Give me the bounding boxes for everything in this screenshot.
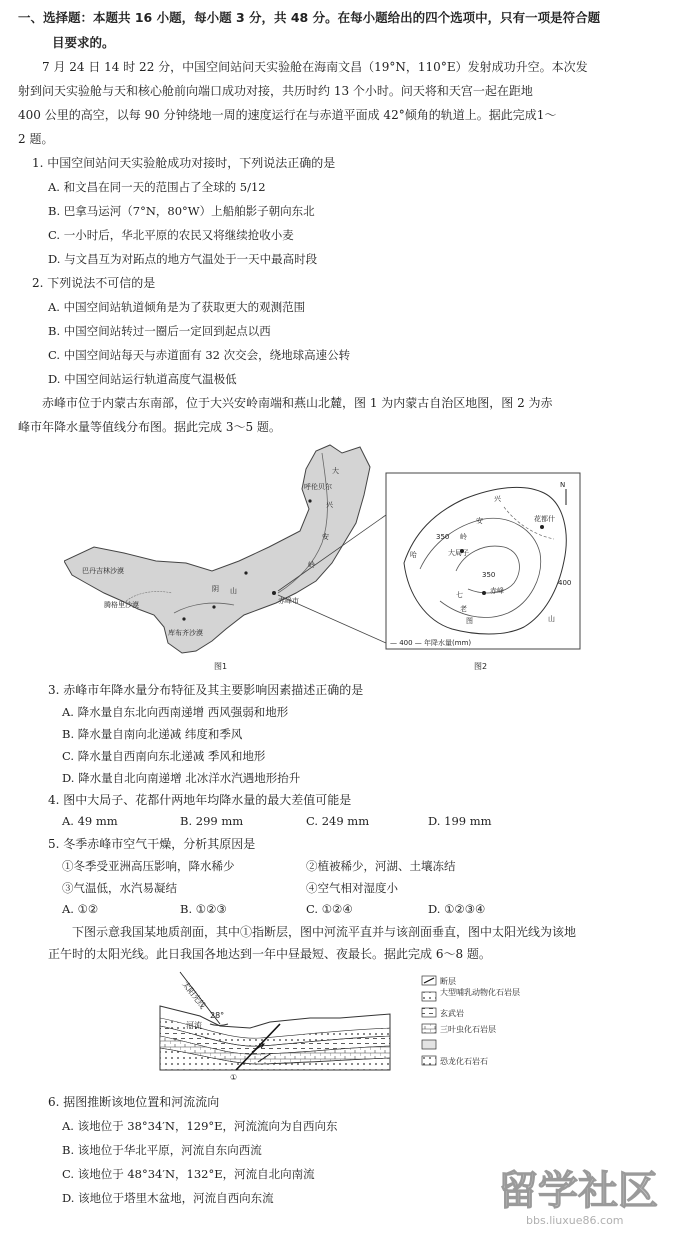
- q6-option-a: A. 该地位于 38°34′N，129°E，河流流向为自西向东: [62, 1119, 338, 1133]
- q3-stem: 3. 赤峰市年降水量分布特征及其主要影响因素描述正确的是: [48, 683, 364, 697]
- q2-option-a: A. 中国空间站轨道倾角是为了获取更大的观测范围: [48, 300, 306, 314]
- cross-section: [160, 972, 390, 1082]
- map2-label-xing: 兴: [494, 495, 501, 503]
- map2-label-an: 安: [476, 517, 483, 525]
- map-figure-svg: [64, 443, 584, 675]
- geology-legend: [422, 976, 520, 1066]
- map2-label-huadushi: 花都什: [534, 515, 555, 523]
- q4-stem: 4. 图中大局子、花都什两地年均降水量的最大差值可能是: [48, 793, 352, 807]
- figure1-caption: 图1: [214, 662, 228, 671]
- map1-label-ling: 岭: [308, 561, 315, 569]
- inner-mongolia-map: [64, 445, 370, 653]
- map2-label-ha: 哈: [410, 551, 417, 559]
- geology-figure: [140, 966, 536, 1086]
- q2-option-d: D. 中国空间站运行轨道高度气温极低: [48, 372, 237, 386]
- q4-option-d: D. 199 mm: [428, 814, 492, 828]
- map2-label-400: 400: [558, 579, 572, 587]
- q5-option-a: A. ①②: [62, 902, 99, 916]
- legend-basalt: 玄武岩: [440, 1009, 464, 1018]
- map1-label-hulunbeier: 呼伦贝尔: [304, 483, 332, 491]
- q6-option-c: C. 该地位于 48°34′N，132°E，河流自北向南流: [62, 1167, 315, 1181]
- map2-label-shan: 山: [548, 615, 555, 623]
- q5-statement-3: ③气温低，水汽易凝结: [62, 881, 177, 895]
- watermark-url: bbs.liuxue86.com: [526, 1214, 624, 1227]
- watermark-main-text: 留学社区: [498, 1168, 658, 1214]
- intro2-line1: 赤峰市位于内蒙古东南部，位于大兴安岭南端和燕山北麓，图 1 为内蒙古自治区地图，图 2 为赤: [42, 396, 553, 410]
- intro3-line1: 下图示意我国某地质剖面，其中①指断层，图中河流平直并与该剖面垂直，图中太阳光线为该地: [72, 925, 577, 939]
- legend-trilobite: 三叶虫化石岩层: [440, 1025, 496, 1034]
- q1-stem: 1. 中国空间站问天实验舱成功对接时，下列说法正确的是: [32, 156, 336, 170]
- legend-mammal-fossil: 大型哺乳动物化石岩层: [440, 988, 520, 997]
- q1-option-b: B. 巴拿马运河（7°N，80°W）上船舶影子朝向东北: [48, 204, 315, 218]
- fault-label: ①: [230, 1073, 238, 1082]
- q3-option-c: C. 降水量自西南向东北递减 季风和地形: [62, 749, 266, 763]
- q2-stem: 2. 下列说法不可信的是: [32, 276, 156, 290]
- map2-label-350b: 350: [482, 571, 496, 579]
- section-heading-line1: 一、选择题：本题共 16 小题，每小题 3 分，共 48 分。在每小题给出的四个选项中，只有一项是符合题: [18, 10, 601, 25]
- q1-option-d: D. 与文昌互为对跖点的地方气温处于一天中最高时段: [48, 252, 318, 266]
- river-label: 河流: [186, 1021, 202, 1030]
- map1-label-da: 大: [332, 467, 339, 475]
- intro1-line3: 400 公里的高空，以每 90 分钟绕地一周的速度运行在与赤道平面成 42°倾角的轨道上。据此完成1～: [18, 108, 557, 122]
- q5-option-d: D. ①②③④: [428, 902, 486, 916]
- q2-option-b: B. 中国空间站转过一圈后一定回到起点以西: [48, 324, 271, 338]
- section-heading-line2: 目要求的。: [52, 35, 115, 50]
- map2-label-ling: 岭: [460, 533, 467, 541]
- map2-label-350a: 350: [436, 533, 450, 541]
- q4-option-a: A. 49 mm: [62, 814, 118, 828]
- intro1-line1: 7 月 24 日 14 时 22 分，中国空间站问天实验舱在海南文昌（19°N，110°E）发射成功升空。本次发: [42, 60, 588, 74]
- chifeng-precip-map: [386, 473, 580, 649]
- q4-option-b: B. 299 mm: [180, 814, 244, 828]
- q5-statement-2: ②植被稀少，河湖、土壤冻结: [306, 859, 456, 873]
- map1-label-yin: 阴: [212, 585, 219, 593]
- map1-label-tenggeli: 腾格里沙漠: [104, 601, 139, 609]
- map1-label-kubuqi: 库布齐沙漠: [168, 629, 203, 637]
- angle-label: 28°: [210, 1011, 225, 1020]
- map2-label-chifeng: 赤峰: [490, 587, 504, 595]
- connector-line-bottom: [278, 595, 386, 643]
- q6-option-d: D. 该地位于塔里木盆地，河流自西向东流: [62, 1191, 274, 1205]
- legend-dinosaur-fossil: 恐龙化石岩石: [440, 1057, 488, 1066]
- q3-option-d: D. 降水量自北向南递增 北冰洋水汽遇地形抬升: [62, 771, 301, 785]
- watermark-logo: [496, 1158, 666, 1230]
- q3-option-a: A. 降水量自东北向西南递增 西风强弱和地形: [62, 705, 289, 719]
- map1-label-an: 安: [322, 533, 329, 541]
- map2-label-qi: 七: [456, 591, 463, 599]
- intro1-line2: 射到问天实验舱与天和核心舱前向端口成功对接，共历时约 13 个小时。问天将和天宫一起在距地: [18, 84, 533, 98]
- q5-statement-1: ①冬季受亚洲高压影响，降水稀少: [62, 859, 235, 873]
- q1-option-a: A. 和文昌在同一天的范围占了全球的 5/12: [48, 180, 266, 194]
- q5-statement-4: ④空气相对湿度小: [306, 881, 398, 895]
- site-watermark: [496, 1158, 666, 1230]
- q5-option-c: C. ①②④: [306, 902, 353, 916]
- map-figure: [64, 443, 584, 675]
- map1-label-xing: 兴: [326, 501, 333, 509]
- q2-option-c: C. 中国空间站每天与赤道面有 32 次交会，绕地球高速公转: [48, 348, 351, 362]
- map2-label-lao: 老: [460, 605, 467, 613]
- intro3-line2: 正午时的太阳光线。此日我国各地达到一年中昼最短、夜最长。据此完成 6～8 题。: [48, 947, 491, 961]
- map2-label-dajuzi: 大局子: [448, 549, 469, 557]
- figure2-caption: 图2: [474, 662, 488, 671]
- map2-north: N: [560, 481, 566, 489]
- q4-option-c: C. 249 mm: [306, 814, 370, 828]
- q1-option-c: C. 一小时后，华北平原的农民又将继续抢收小麦: [48, 228, 294, 242]
- map2-legend: — 400 — 年降水量(mm): [390, 639, 472, 647]
- intro1-line4: 2 题。: [18, 132, 54, 146]
- legend-fault: 断层: [440, 977, 456, 986]
- map1-label-badanjilin: 巴丹吉林沙漠: [82, 567, 124, 575]
- q5-option-b: B. ①②③: [180, 902, 227, 916]
- geology-figure-svg: [140, 966, 536, 1086]
- q6-option-b: B. 该地位于华北平原，河流自东向西流: [62, 1143, 262, 1157]
- intro2-line2: 峰市年降水量等值线分布图。据此完成 3～5 题。: [18, 420, 281, 434]
- q5-stem: 5. 冬季赤峰市空气干燥，分析其原因是: [48, 837, 256, 851]
- q6-stem: 6. 据图推断该地位置和河流流向: [48, 1095, 220, 1109]
- sun-ray-label: 太阳光线: [180, 979, 208, 1011]
- map1-label-shan: 山: [230, 587, 237, 595]
- map2-label-tu: 图: [466, 617, 473, 625]
- q3-option-b: B. 降水量自南向北递减 纬度和季风: [62, 727, 243, 741]
- map1-label-chifeng: 赤峰市: [278, 597, 299, 605]
